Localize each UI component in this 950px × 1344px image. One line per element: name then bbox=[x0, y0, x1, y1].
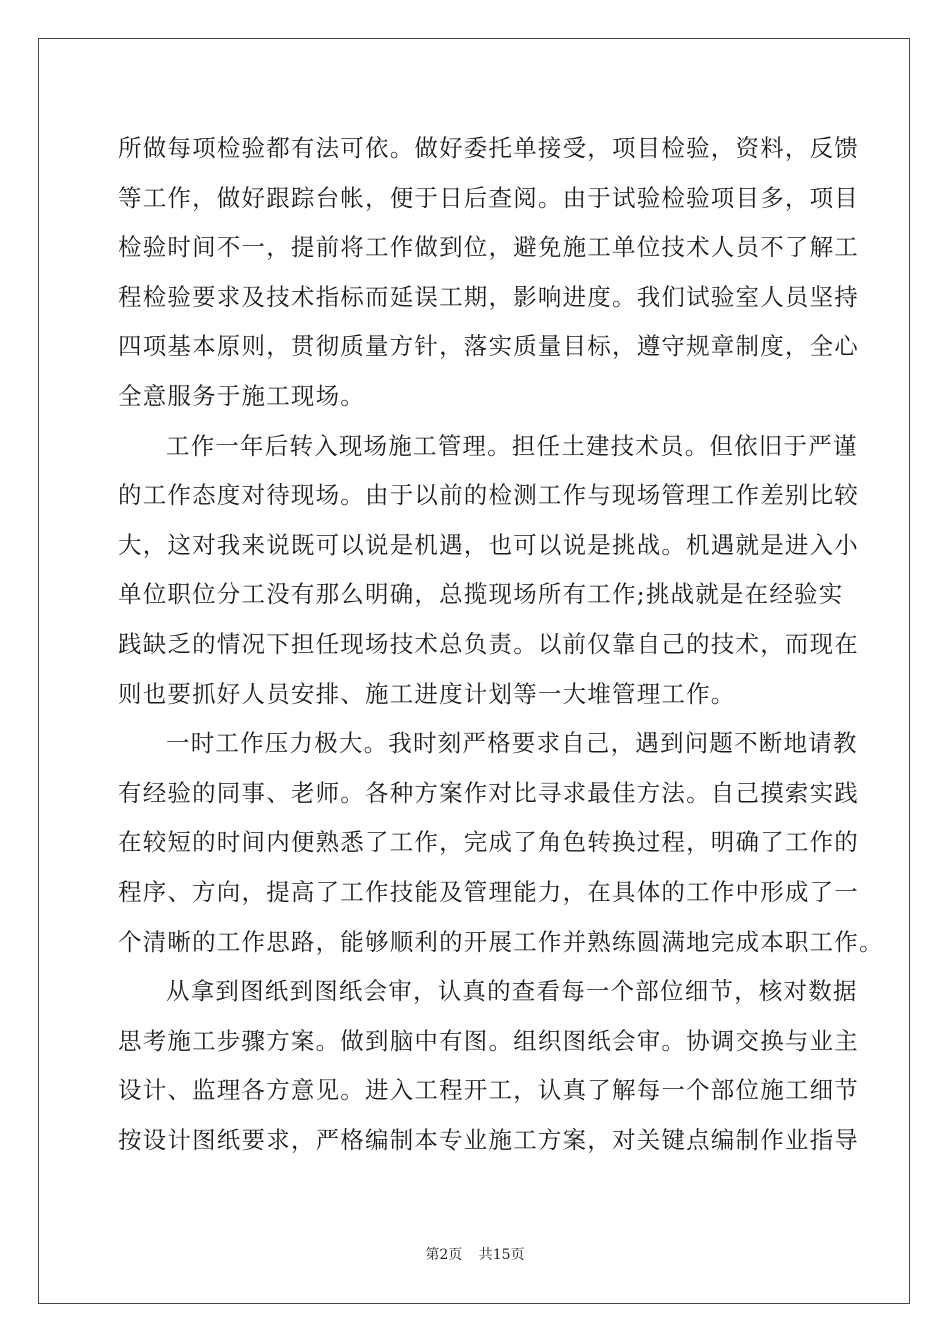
text-line: 设计、监理各方意见。进入工程开工，认真了解每一个部位施工细节 bbox=[118, 1076, 859, 1105]
paragraph-start-line: 从拿到图纸到图纸会审，认真的查看每一个部位细节，核对数据 bbox=[166, 977, 858, 1006]
text-line: 程序、方向，提高了工作技能及管理能力，在具体的工作中形成了一 bbox=[118, 877, 859, 906]
page-footer bbox=[0, 1244, 950, 1264]
text-line: 按设计图纸要求，严格编制本专业施工方案，对关键点编制作业指导 bbox=[118, 1125, 859, 1154]
text-line: 个清晰的工作思路，能够顺利的开展工作并熟练圆满地完成本职工作。 bbox=[118, 927, 884, 956]
page-number: 第2页 bbox=[425, 1247, 463, 1263]
text-line: 四项基本原则，贯彻质量方针，落实质量目标，遵守规章制度，全心 bbox=[118, 332, 859, 361]
text-line: 等工作，做好跟踪台帐，便于日后查阅。由于试验检验项目多，项目 bbox=[118, 183, 859, 212]
paragraph-start-line: 一时工作压力极大。我时刻严格要求自己，遇到问题不断地请教 bbox=[166, 729, 858, 758]
text-line: 则也要抓好人员安排、施工进度计划等一大堆管理工作。 bbox=[118, 679, 736, 708]
text-line: 所做每项检验都有法可依。做好委托单接受，项目检验，资料，反馈 bbox=[118, 134, 859, 162]
text-line: 有经验的同事、老师。各种方案作对比寻求最佳方法。自己摸索实践 bbox=[118, 778, 859, 807]
text-line: 全意服务于施工现场。 bbox=[118, 381, 365, 410]
document-body bbox=[118, 124, 884, 1165]
text-line: 程检验要求及技术指标而延误工期，影响进度。我们试验室人员坚持 bbox=[118, 282, 859, 311]
text-line: 检验时间不一，提前将工作做到位，避免施工单位技术人员不了解工 bbox=[118, 233, 859, 262]
paragraph-start-line: 工作一年后转入现场施工管理。担任土建技术员。但依旧于严谨 bbox=[166, 431, 858, 460]
text-line: 思考施工步骤方案。做到脑中有图。组织图纸会审。协调交换与业主 bbox=[118, 1026, 859, 1055]
text-line: 的工作态度对待现场。由于以前的检测工作与现场管理工作差别比较 bbox=[118, 481, 859, 510]
total-pages: 共15页 bbox=[478, 1247, 525, 1263]
text-line: 践缺乏的情况下担任现场技术总负责。以前仅靠自己的技术，而现在 bbox=[118, 629, 859, 658]
text-line: 在较短的时间内便熟悉了工作，完成了角色转换过程，明确了工作的 bbox=[118, 828, 859, 857]
text-line: 大，这对我来说既可以说是机遇，也可以说是挑战。机遇就是进入小 bbox=[118, 530, 859, 559]
text-line: 单位职位分工没有那么明确，总揽现场所有工作;挑战就是在经验实 bbox=[118, 580, 844, 609]
